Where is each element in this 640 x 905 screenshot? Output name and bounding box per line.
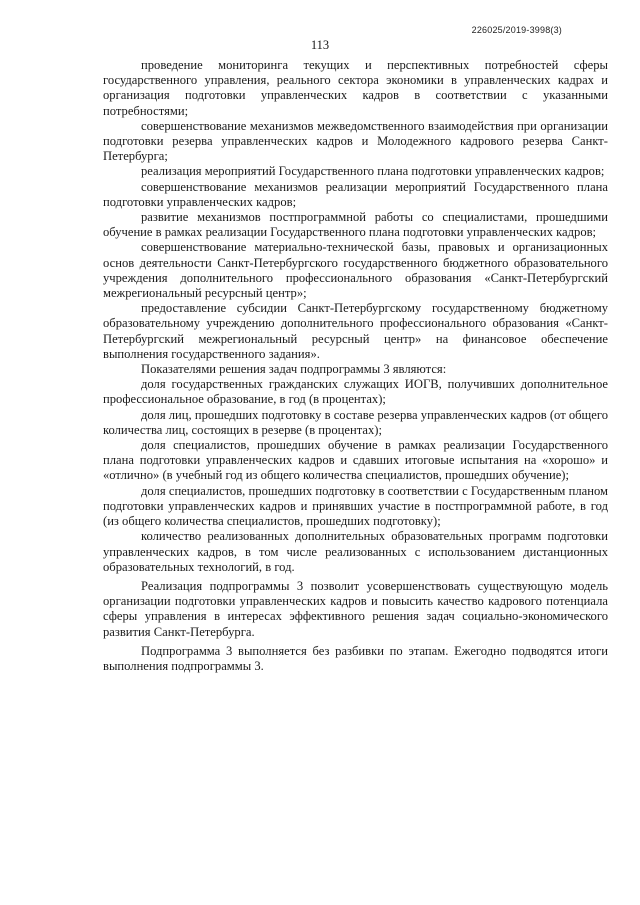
- paragraph: реализация мероприятий Государственного плана подготовки управленческих кадров;: [141, 164, 605, 179]
- paragraph: доля лиц, прошедших подготовку в составе резерва управленческих кадров (от общего количества лиц, состоящих в резерве (в процентах);: [103, 407, 608, 437]
- paragraph: доля государственных гражданских служащих ИОГВ, получивших дополнительное профессиональное образование, в год (в процентах);: [103, 377, 608, 407]
- page-number: 113: [310, 38, 330, 52]
- paragraph: доля специалистов, прошедших обучение в рамках реализации Государственного плана подготовки управленческих кадров и сдавших итоговые испытания на «хорошо» и «отлично» (в учебный год из общего количества специалистов, прошедших обучение);: [103, 438, 608, 483]
- paragraph: развитие механизмов постпрограммной работы со специалистами, прошедшими обучение в рамках реализации Государственного плана подготовки управленческих кадров;: [103, 210, 608, 240]
- paragraph: Показателями решения задач подпрограммы 3 являются:: [141, 362, 447, 377]
- document-id: 226025/2019-3998(3): [471, 25, 562, 35]
- paragraph: количество реализованных дополнительных образовательных программ подготовки управленческих кадров, в том числе реализованных с использованием дистанционных образовательных технологий, в год.: [103, 529, 608, 574]
- paragraph: совершенствование механизмов межведомственного взаимодействия при организации подготовки резерва управленческих кадров и Молодежного кадрового резерва Санкт-Петербурга;: [103, 118, 608, 164]
- paragraph: Реализация подпрограммы 3 позволит усовершенствовать существующую модель организации подготовки управленческих кадров и повысить качество кадрового потенциала сферы управления в интересах эффективного решения задач социально-экономического развития Санкт-Петербурга.: [103, 578, 608, 639]
- paragraph: совершенствование материально-технической базы, правовых и организационных основ деятельности Санкт-Петербургского государственного бюджетного образовательного учреждения дополнительного профессионального образования «Санкт-Петербургский межрегиональный ресурсный центр»;: [103, 240, 608, 301]
- paragraph: доля специалистов, прошедших подготовку в соответствии с Государственным планом подготовки управленческих кадров и принявших участие в постпрограммной работе, в год (из общего количества специалистов, прошедших подготовку);: [103, 483, 608, 529]
- paragraph: проведение мониторинга текущих и перспективных потребностей сферы государственного управления, реального сектора экономики в управленческих кадрах и организация подготовки управленческих кадров в соответствии с указанными потребностями;: [103, 58, 608, 118]
- document-body: [103, 58, 608, 674]
- paragraph: предоставление субсидии Санкт-Петербургскому государственному бюджетному образовательному учреждению дополнительного профессионального образования «Санкт-Петербургский межрегиональный ресурсный центр» на финансовое обеспечение выполнения государственного задания».: [103, 301, 608, 361]
- paragraph: Подпрограмма 3 выполняется без разбивки по этапам. Ежегодно подводятся итоги выполнения подпрограммы 3.: [103, 643, 608, 673]
- paragraph: совершенствование механизмов реализации мероприятий Государственного плана подготовки управленческих кадров;: [103, 179, 608, 209]
